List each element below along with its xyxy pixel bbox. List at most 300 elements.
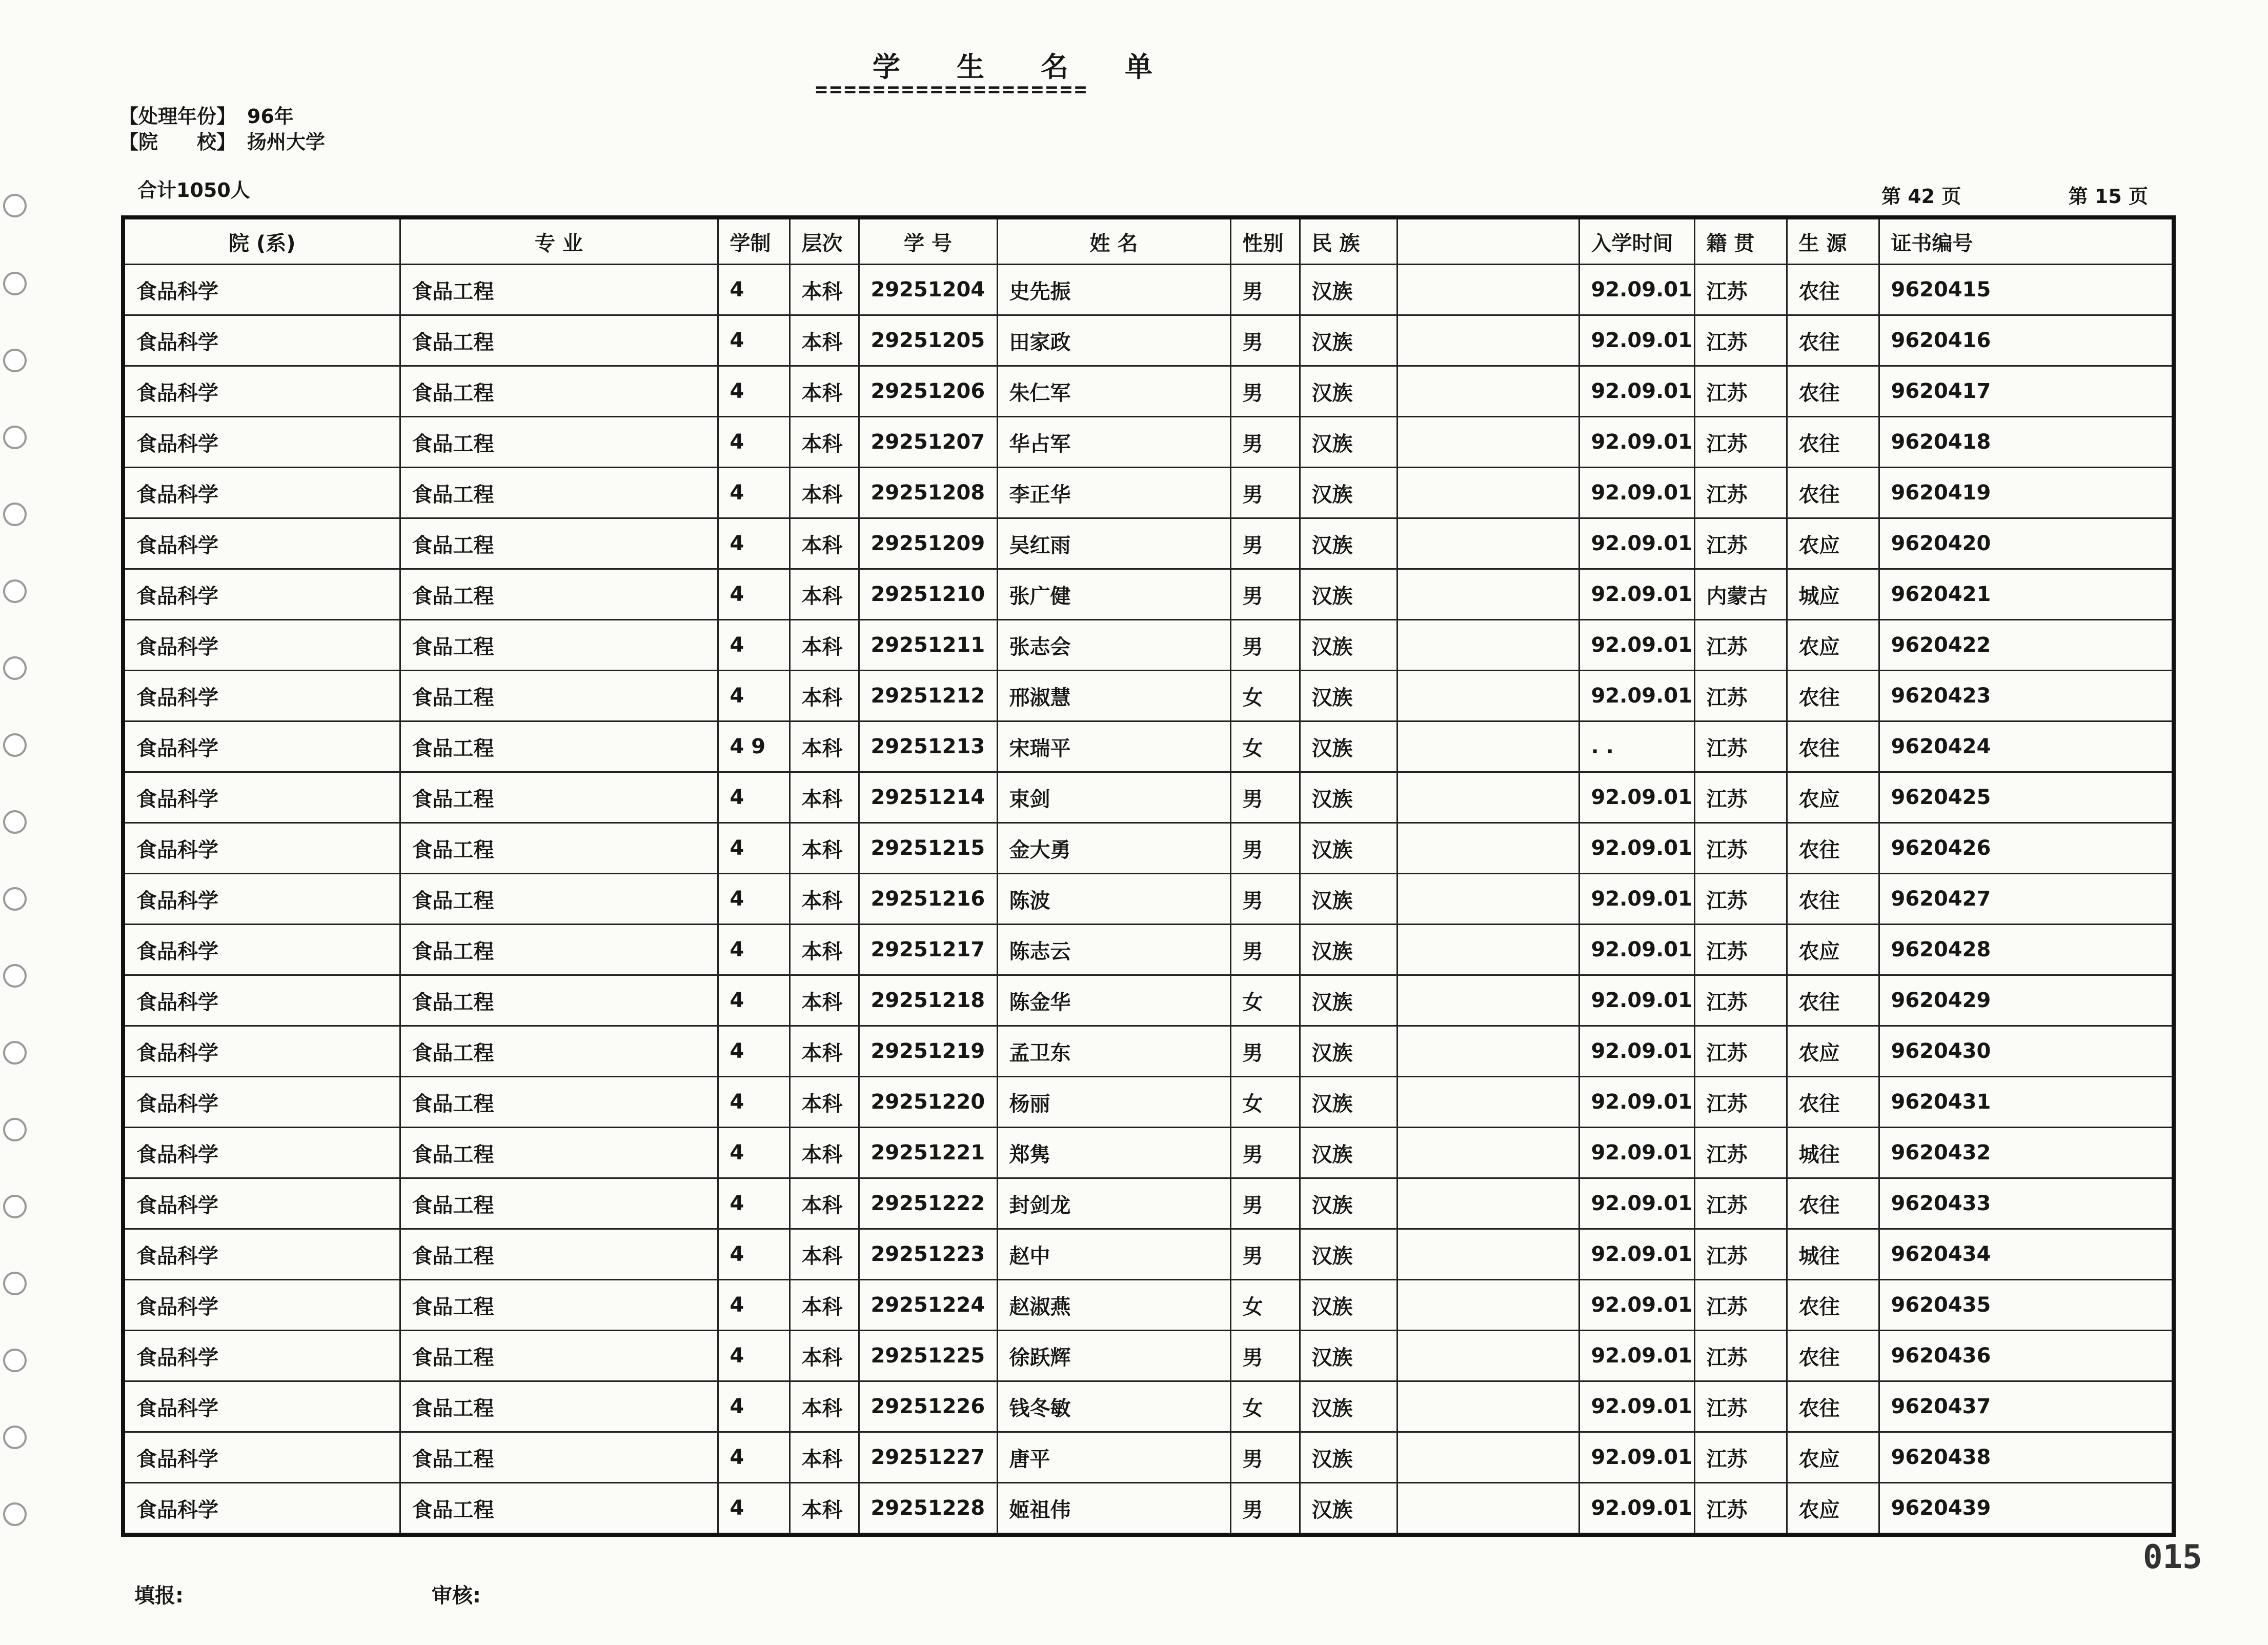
feed-hole	[3, 1041, 27, 1065]
cell-cert-no: 9620429	[1879, 975, 2174, 1026]
cell-cert-no: 9620424	[1879, 721, 2174, 772]
cell-years: 4	[718, 1483, 789, 1535]
cell-name: 唐平	[997, 1432, 1230, 1483]
cell-years: 4	[718, 620, 789, 671]
cell-enroll-date: 92.09.01	[1579, 620, 1694, 671]
cell-major: 食品工程	[400, 620, 718, 671]
cell-student-id: 29251221	[859, 1128, 997, 1178]
table-row	[123, 569, 2174, 620]
cell-years: 4	[718, 1331, 789, 1381]
cell-blank	[1397, 417, 1579, 468]
cell-years: 4	[718, 772, 789, 823]
col-header-name: 姓 名	[997, 217, 1230, 265]
cell-dept: 食品科学	[123, 569, 400, 620]
table-row	[123, 518, 2174, 569]
table-row	[123, 315, 2174, 366]
cell-blank	[1397, 1178, 1579, 1229]
cell-years: 4	[718, 975, 789, 1026]
cell-years: 4	[718, 1178, 789, 1229]
cell-name: 田家政	[997, 315, 1230, 366]
cell-dept: 食品科学	[123, 975, 400, 1026]
cell-major: 食品工程	[400, 1483, 718, 1535]
cell-enroll-date: 92.09.01	[1579, 518, 1694, 569]
cell-ethnicity: 汉族	[1300, 315, 1397, 366]
cell-blank	[1397, 671, 1579, 721]
cell-student-id: 29251215	[859, 823, 997, 874]
cell-ethnicity: 汉族	[1300, 874, 1397, 925]
cell-level: 本科	[789, 1026, 859, 1077]
cell-dept: 食品科学	[123, 1128, 400, 1178]
cell-years: 4 9	[718, 721, 789, 772]
cell-student-id: 29251207	[859, 417, 997, 468]
col-header-major: 专 业	[400, 217, 718, 265]
cell-gender: 女	[1230, 671, 1300, 721]
meta-year	[119, 101, 294, 129]
cell-years: 4	[718, 1077, 789, 1128]
cell-enroll-date: 92.09.01	[1579, 468, 1694, 518]
cell-dept: 食品科学	[123, 518, 400, 569]
cell-ethnicity: 汉族	[1300, 1331, 1397, 1381]
cell-blank	[1397, 620, 1579, 671]
cell-source: 城往	[1787, 1128, 1879, 1178]
cell-gender: 女	[1230, 1280, 1300, 1331]
cell-blank	[1397, 721, 1579, 772]
meta-school-value: 扬州大学	[247, 131, 326, 153]
cell-years: 4	[718, 468, 789, 518]
cell-origin: 江苏	[1694, 772, 1787, 823]
feed-hole	[3, 1502, 27, 1526]
cell-origin: 内蒙古	[1694, 569, 1787, 620]
cell-cert-no: 9620416	[1879, 315, 2174, 366]
feed-hole	[3, 426, 27, 449]
cell-years: 4	[718, 315, 789, 366]
cell-major: 食品工程	[400, 1381, 718, 1432]
cell-origin: 江苏	[1694, 1432, 1787, 1483]
cell-dept: 食品科学	[123, 1077, 400, 1128]
cell-gender: 男	[1230, 569, 1300, 620]
table-row	[123, 772, 2174, 823]
cell-origin: 江苏	[1694, 1178, 1787, 1229]
cell-blank	[1397, 468, 1579, 518]
cell-major: 食品工程	[400, 366, 718, 417]
cell-cert-no: 9620427	[1879, 874, 2174, 925]
feed-hole	[3, 349, 27, 372]
cell-dept: 食品科学	[123, 468, 400, 518]
cell-years: 4	[718, 1432, 789, 1483]
cell-ethnicity: 汉族	[1300, 1432, 1397, 1483]
cell-years: 4	[718, 1026, 789, 1077]
cell-enroll-date: 92.09.01	[1579, 1381, 1694, 1432]
cell-blank	[1397, 315, 1579, 366]
cell-origin: 江苏	[1694, 620, 1787, 671]
cell-major: 食品工程	[400, 468, 718, 518]
col-header-blank	[1397, 217, 1579, 265]
col-header-enroll-date: 入学时间	[1579, 217, 1694, 265]
cell-enroll-date: 92.09.01	[1579, 1432, 1694, 1483]
cell-origin: 江苏	[1694, 518, 1787, 569]
cell-gender: 男	[1230, 1331, 1300, 1381]
cell-level: 本科	[789, 1128, 859, 1178]
cell-origin: 江苏	[1694, 1280, 1787, 1331]
cell-level: 本科	[789, 417, 859, 468]
cell-cert-no: 9620430	[1879, 1026, 2174, 1077]
cell-source: 农往	[1787, 1280, 1879, 1331]
meta-year-label: 【处理年份】	[119, 105, 236, 128]
cell-student-id: 29251214	[859, 772, 997, 823]
cell-cert-no: 9620428	[1879, 925, 2174, 975]
cell-major: 食品工程	[400, 1229, 718, 1280]
table-row	[123, 975, 2174, 1026]
cell-level: 本科	[789, 671, 859, 721]
cell-ethnicity: 汉族	[1300, 1483, 1397, 1535]
cell-name: 赵中	[997, 1229, 1230, 1280]
cell-cert-no: 9620417	[1879, 366, 2174, 417]
cell-gender: 男	[1230, 417, 1300, 468]
cell-student-id: 29251220	[859, 1077, 997, 1128]
cell-blank	[1397, 1229, 1579, 1280]
cell-source: 农往	[1787, 1331, 1879, 1381]
cell-ethnicity: 汉族	[1300, 823, 1397, 874]
cell-level: 本科	[789, 772, 859, 823]
cell-source: 农往	[1787, 721, 1879, 772]
cell-blank	[1397, 823, 1579, 874]
cell-origin: 江苏	[1694, 265, 1787, 315]
cell-blank	[1397, 772, 1579, 823]
cell-gender: 男	[1230, 620, 1300, 671]
cell-ethnicity: 汉族	[1300, 671, 1397, 721]
cell-years: 4	[718, 1128, 789, 1178]
col-header-gender: 性别	[1230, 217, 1300, 265]
cell-name: 姬祖伟	[997, 1483, 1230, 1535]
cell-gender: 男	[1230, 823, 1300, 874]
cell-source: 农往	[1787, 265, 1879, 315]
student-roster-table	[121, 215, 2176, 1537]
cell-level: 本科	[789, 1381, 859, 1432]
cell-enroll-date: 92.09.01	[1579, 874, 1694, 925]
cell-blank	[1397, 366, 1579, 417]
cell-student-id: 29251224	[859, 1280, 997, 1331]
cell-years: 4	[718, 1229, 789, 1280]
cell-student-id: 29251213	[859, 721, 997, 772]
cell-major: 食品工程	[400, 772, 718, 823]
archive-page-stamp: 015	[2143, 1538, 2202, 1576]
cell-major: 食品工程	[400, 417, 718, 468]
cell-years: 4	[718, 874, 789, 925]
cell-name: 徐跃辉	[997, 1331, 1230, 1381]
cell-major: 食品工程	[400, 1128, 718, 1178]
cell-name: 封剑龙	[997, 1178, 1230, 1229]
cell-source: 农应	[1787, 620, 1879, 671]
cell-origin: 江苏	[1694, 1331, 1787, 1381]
cell-cert-no: 9620439	[1879, 1483, 2174, 1535]
cell-blank	[1397, 518, 1579, 569]
cell-name: 郑隽	[997, 1128, 1230, 1178]
table-row	[123, 1483, 2174, 1535]
cell-student-id: 29251216	[859, 874, 997, 925]
cell-source: 农往	[1787, 468, 1879, 518]
cell-dept: 食品科学	[123, 315, 400, 366]
cell-gender: 男	[1230, 1026, 1300, 1077]
cell-origin: 江苏	[1694, 671, 1787, 721]
table-row	[123, 721, 2174, 772]
cell-name: 金大勇	[997, 823, 1230, 874]
cell-cert-no: 9620422	[1879, 620, 2174, 671]
cell-years: 4	[718, 265, 789, 315]
cell-enroll-date: 92.09.01	[1579, 366, 1694, 417]
cell-gender: 女	[1230, 1077, 1300, 1128]
cell-origin: 江苏	[1694, 315, 1787, 366]
cell-origin: 江苏	[1694, 417, 1787, 468]
cell-enroll-date: 92.09.01	[1579, 1077, 1694, 1128]
table-row	[123, 1280, 2174, 1331]
cell-years: 4	[718, 1280, 789, 1331]
table-row	[123, 874, 2174, 925]
cell-name: 邢淑慧	[997, 671, 1230, 721]
feed-hole	[3, 1272, 27, 1295]
table-row	[123, 1229, 2174, 1280]
cell-ethnicity: 汉族	[1300, 1128, 1397, 1178]
cell-dept: 食品科学	[123, 1381, 400, 1432]
feed-hole	[3, 272, 27, 295]
cell-years: 4	[718, 823, 789, 874]
feed-hole	[3, 656, 27, 680]
cell-origin: 江苏	[1694, 1128, 1787, 1178]
cell-source: 农应	[1787, 772, 1879, 823]
cell-years: 4	[718, 366, 789, 417]
cell-ethnicity: 汉族	[1300, 1280, 1397, 1331]
table-row	[123, 1432, 2174, 1483]
cell-enroll-date: 92.09.01	[1579, 1178, 1694, 1229]
table-row	[123, 671, 2174, 721]
cell-source: 农往	[1787, 1077, 1879, 1128]
cell-years: 4	[718, 1381, 789, 1432]
cell-student-id: 29251211	[859, 620, 997, 671]
cell-level: 本科	[789, 874, 859, 925]
cell-name: 钱冬敏	[997, 1381, 1230, 1432]
cell-ethnicity: 汉族	[1300, 1229, 1397, 1280]
cell-years: 4	[718, 417, 789, 468]
cell-major: 食品工程	[400, 1178, 718, 1229]
cell-enroll-date: 92.09.01	[1579, 1331, 1694, 1381]
cell-origin: 江苏	[1694, 1077, 1787, 1128]
cell-level: 本科	[789, 518, 859, 569]
cell-origin: 江苏	[1694, 1026, 1787, 1077]
feed-hole	[3, 887, 27, 911]
cell-level: 本科	[789, 569, 859, 620]
feed-hole	[3, 503, 27, 526]
cell-enroll-date: 92.09.01	[1579, 417, 1694, 468]
col-header-level: 层次	[789, 217, 859, 265]
cell-gender: 女	[1230, 1381, 1300, 1432]
cell-blank	[1397, 1280, 1579, 1331]
cell-major: 食品工程	[400, 315, 718, 366]
cell-ethnicity: 汉族	[1300, 975, 1397, 1026]
cell-origin: 江苏	[1694, 366, 1787, 417]
cell-cert-no: 9620436	[1879, 1331, 2174, 1381]
cell-level: 本科	[789, 265, 859, 315]
table-row	[123, 620, 2174, 671]
cell-blank	[1397, 1128, 1579, 1178]
page-info	[1881, 180, 2148, 209]
cell-blank	[1397, 1077, 1579, 1128]
cell-student-id: 29251225	[859, 1331, 997, 1381]
cell-blank	[1397, 925, 1579, 975]
cell-origin: 江苏	[1694, 975, 1787, 1026]
cell-ethnicity: 汉族	[1300, 265, 1397, 315]
cell-cert-no: 9620419	[1879, 468, 2174, 518]
feed-hole	[3, 1195, 27, 1218]
feed-hole	[3, 733, 27, 757]
table-row	[123, 1178, 2174, 1229]
table-body	[123, 265, 2174, 1535]
cell-dept: 食品科学	[123, 1331, 400, 1381]
cell-gender: 男	[1230, 1229, 1300, 1280]
cell-dept: 食品科学	[123, 1280, 400, 1331]
cell-source: 农应	[1787, 1483, 1879, 1535]
cell-major: 食品工程	[400, 975, 718, 1026]
cell-blank	[1397, 265, 1579, 315]
cell-source: 城应	[1787, 569, 1879, 620]
cell-gender: 男	[1230, 366, 1300, 417]
cell-name: 张志会	[997, 620, 1230, 671]
cell-cert-no: 9620415	[1879, 265, 2174, 315]
cell-student-id: 29251208	[859, 468, 997, 518]
cell-major: 食品工程	[400, 1432, 718, 1483]
cell-student-id: 29251217	[859, 925, 997, 975]
cell-dept: 食品科学	[123, 721, 400, 772]
cell-gender: 男	[1230, 874, 1300, 925]
cell-name: 陈志云	[997, 925, 1230, 975]
cell-dept: 食品科学	[123, 1178, 400, 1229]
cell-gender: 男	[1230, 518, 1300, 569]
cell-name: 赵淑燕	[997, 1280, 1230, 1331]
feed-hole	[3, 1349, 27, 1372]
cell-ethnicity: 汉族	[1300, 468, 1397, 518]
cell-dept: 食品科学	[123, 265, 400, 315]
cell-major: 食品工程	[400, 518, 718, 569]
cell-gender: 女	[1230, 721, 1300, 772]
table-row	[123, 265, 2174, 315]
cell-ethnicity: 汉族	[1300, 366, 1397, 417]
feed-hole	[3, 1118, 27, 1141]
cell-source: 城往	[1787, 1229, 1879, 1280]
col-header-student-id: 学 号	[859, 217, 997, 265]
cell-blank	[1397, 975, 1579, 1026]
cell-major: 食品工程	[400, 823, 718, 874]
cell-cert-no: 9620421	[1879, 569, 2174, 620]
cell-enroll-date: 92.09.01	[1579, 823, 1694, 874]
cell-gender: 男	[1230, 925, 1300, 975]
cell-blank	[1397, 1381, 1579, 1432]
cell-level: 本科	[789, 1280, 859, 1331]
cell-level: 本科	[789, 925, 859, 975]
cell-enroll-date: 92.09.01	[1579, 1229, 1694, 1280]
table-row	[123, 366, 2174, 417]
cell-origin: 江苏	[1694, 468, 1787, 518]
meta-school	[119, 126, 325, 154]
cell-years: 4	[718, 671, 789, 721]
cell-level: 本科	[789, 823, 859, 874]
cell-student-id: 29251205	[859, 315, 997, 366]
cell-level: 本科	[789, 468, 859, 518]
cell-major: 食品工程	[400, 671, 718, 721]
cell-student-id: 29251206	[859, 366, 997, 417]
cell-name: 束剑	[997, 772, 1230, 823]
col-header-cert-no: 证书编号	[1879, 217, 2174, 265]
cell-student-id: 29251223	[859, 1229, 997, 1280]
cell-ethnicity: 汉族	[1300, 772, 1397, 823]
col-header-source: 生 源	[1787, 217, 1879, 265]
cell-dept: 食品科学	[123, 417, 400, 468]
cell-name: 宋瑞平	[997, 721, 1230, 772]
table-row	[123, 1026, 2174, 1077]
col-header-origin: 籍 贯	[1694, 217, 1787, 265]
table-row	[123, 1331, 2174, 1381]
cell-name: 李正华	[997, 468, 1230, 518]
cell-cert-no: 9620423	[1879, 671, 2174, 721]
cell-origin: 江苏	[1694, 874, 1787, 925]
cell-level: 本科	[789, 1229, 859, 1280]
cell-cert-no: 9620435	[1879, 1280, 2174, 1331]
table-row	[123, 1381, 2174, 1432]
table-row	[123, 468, 2174, 518]
cell-ethnicity: 汉族	[1300, 569, 1397, 620]
cell-ethnicity: 汉族	[1300, 1077, 1397, 1128]
cell-name: 史先振	[997, 265, 1230, 315]
cell-level: 本科	[789, 315, 859, 366]
total-count: 合计1050人	[137, 179, 250, 202]
cell-level: 本科	[789, 1077, 859, 1128]
cell-major: 食品工程	[400, 1026, 718, 1077]
cell-source: 农应	[1787, 925, 1879, 975]
cell-major: 食品工程	[400, 925, 718, 975]
cell-student-id: 29251210	[859, 569, 997, 620]
cell-gender: 男	[1230, 468, 1300, 518]
cell-student-id: 29251222	[859, 1178, 997, 1229]
title-underline: ===================	[815, 78, 1089, 102]
cell-origin: 江苏	[1694, 721, 1787, 772]
cell-ethnicity: 汉族	[1300, 518, 1397, 569]
cell-gender: 男	[1230, 315, 1300, 366]
cell-name: 陈波	[997, 874, 1230, 925]
cell-major: 食品工程	[400, 569, 718, 620]
cell-years: 4	[718, 518, 789, 569]
cell-source: 农往	[1787, 1381, 1879, 1432]
cell-origin: 江苏	[1694, 823, 1787, 874]
cell-gender: 男	[1230, 265, 1300, 315]
cell-enroll-date: 92.09.01	[1579, 315, 1694, 366]
cell-name: 吴红雨	[997, 518, 1230, 569]
cell-major: 食品工程	[400, 1280, 718, 1331]
meta-year-value: 96年	[247, 105, 294, 128]
cell-major: 食品工程	[400, 1331, 718, 1381]
cell-level: 本科	[789, 1331, 859, 1381]
col-header-ethnicity: 民 族	[1300, 217, 1397, 265]
cell-source: 农往	[1787, 1178, 1879, 1229]
cell-level: 本科	[789, 1178, 859, 1229]
cell-ethnicity: 汉族	[1300, 1178, 1397, 1229]
col-header-years: 学制	[718, 217, 789, 265]
cell-cert-no: 9620420	[1879, 518, 2174, 569]
cell-student-id: 29251219	[859, 1026, 997, 1077]
cell-name: 张广健	[997, 569, 1230, 620]
cell-dept: 食品科学	[123, 772, 400, 823]
cell-source: 农应	[1787, 1026, 1879, 1077]
cell-enroll-date: 92.09.01	[1579, 772, 1694, 823]
cell-level: 本科	[789, 1432, 859, 1483]
cell-source: 农往	[1787, 671, 1879, 721]
cell-level: 本科	[789, 1483, 859, 1535]
